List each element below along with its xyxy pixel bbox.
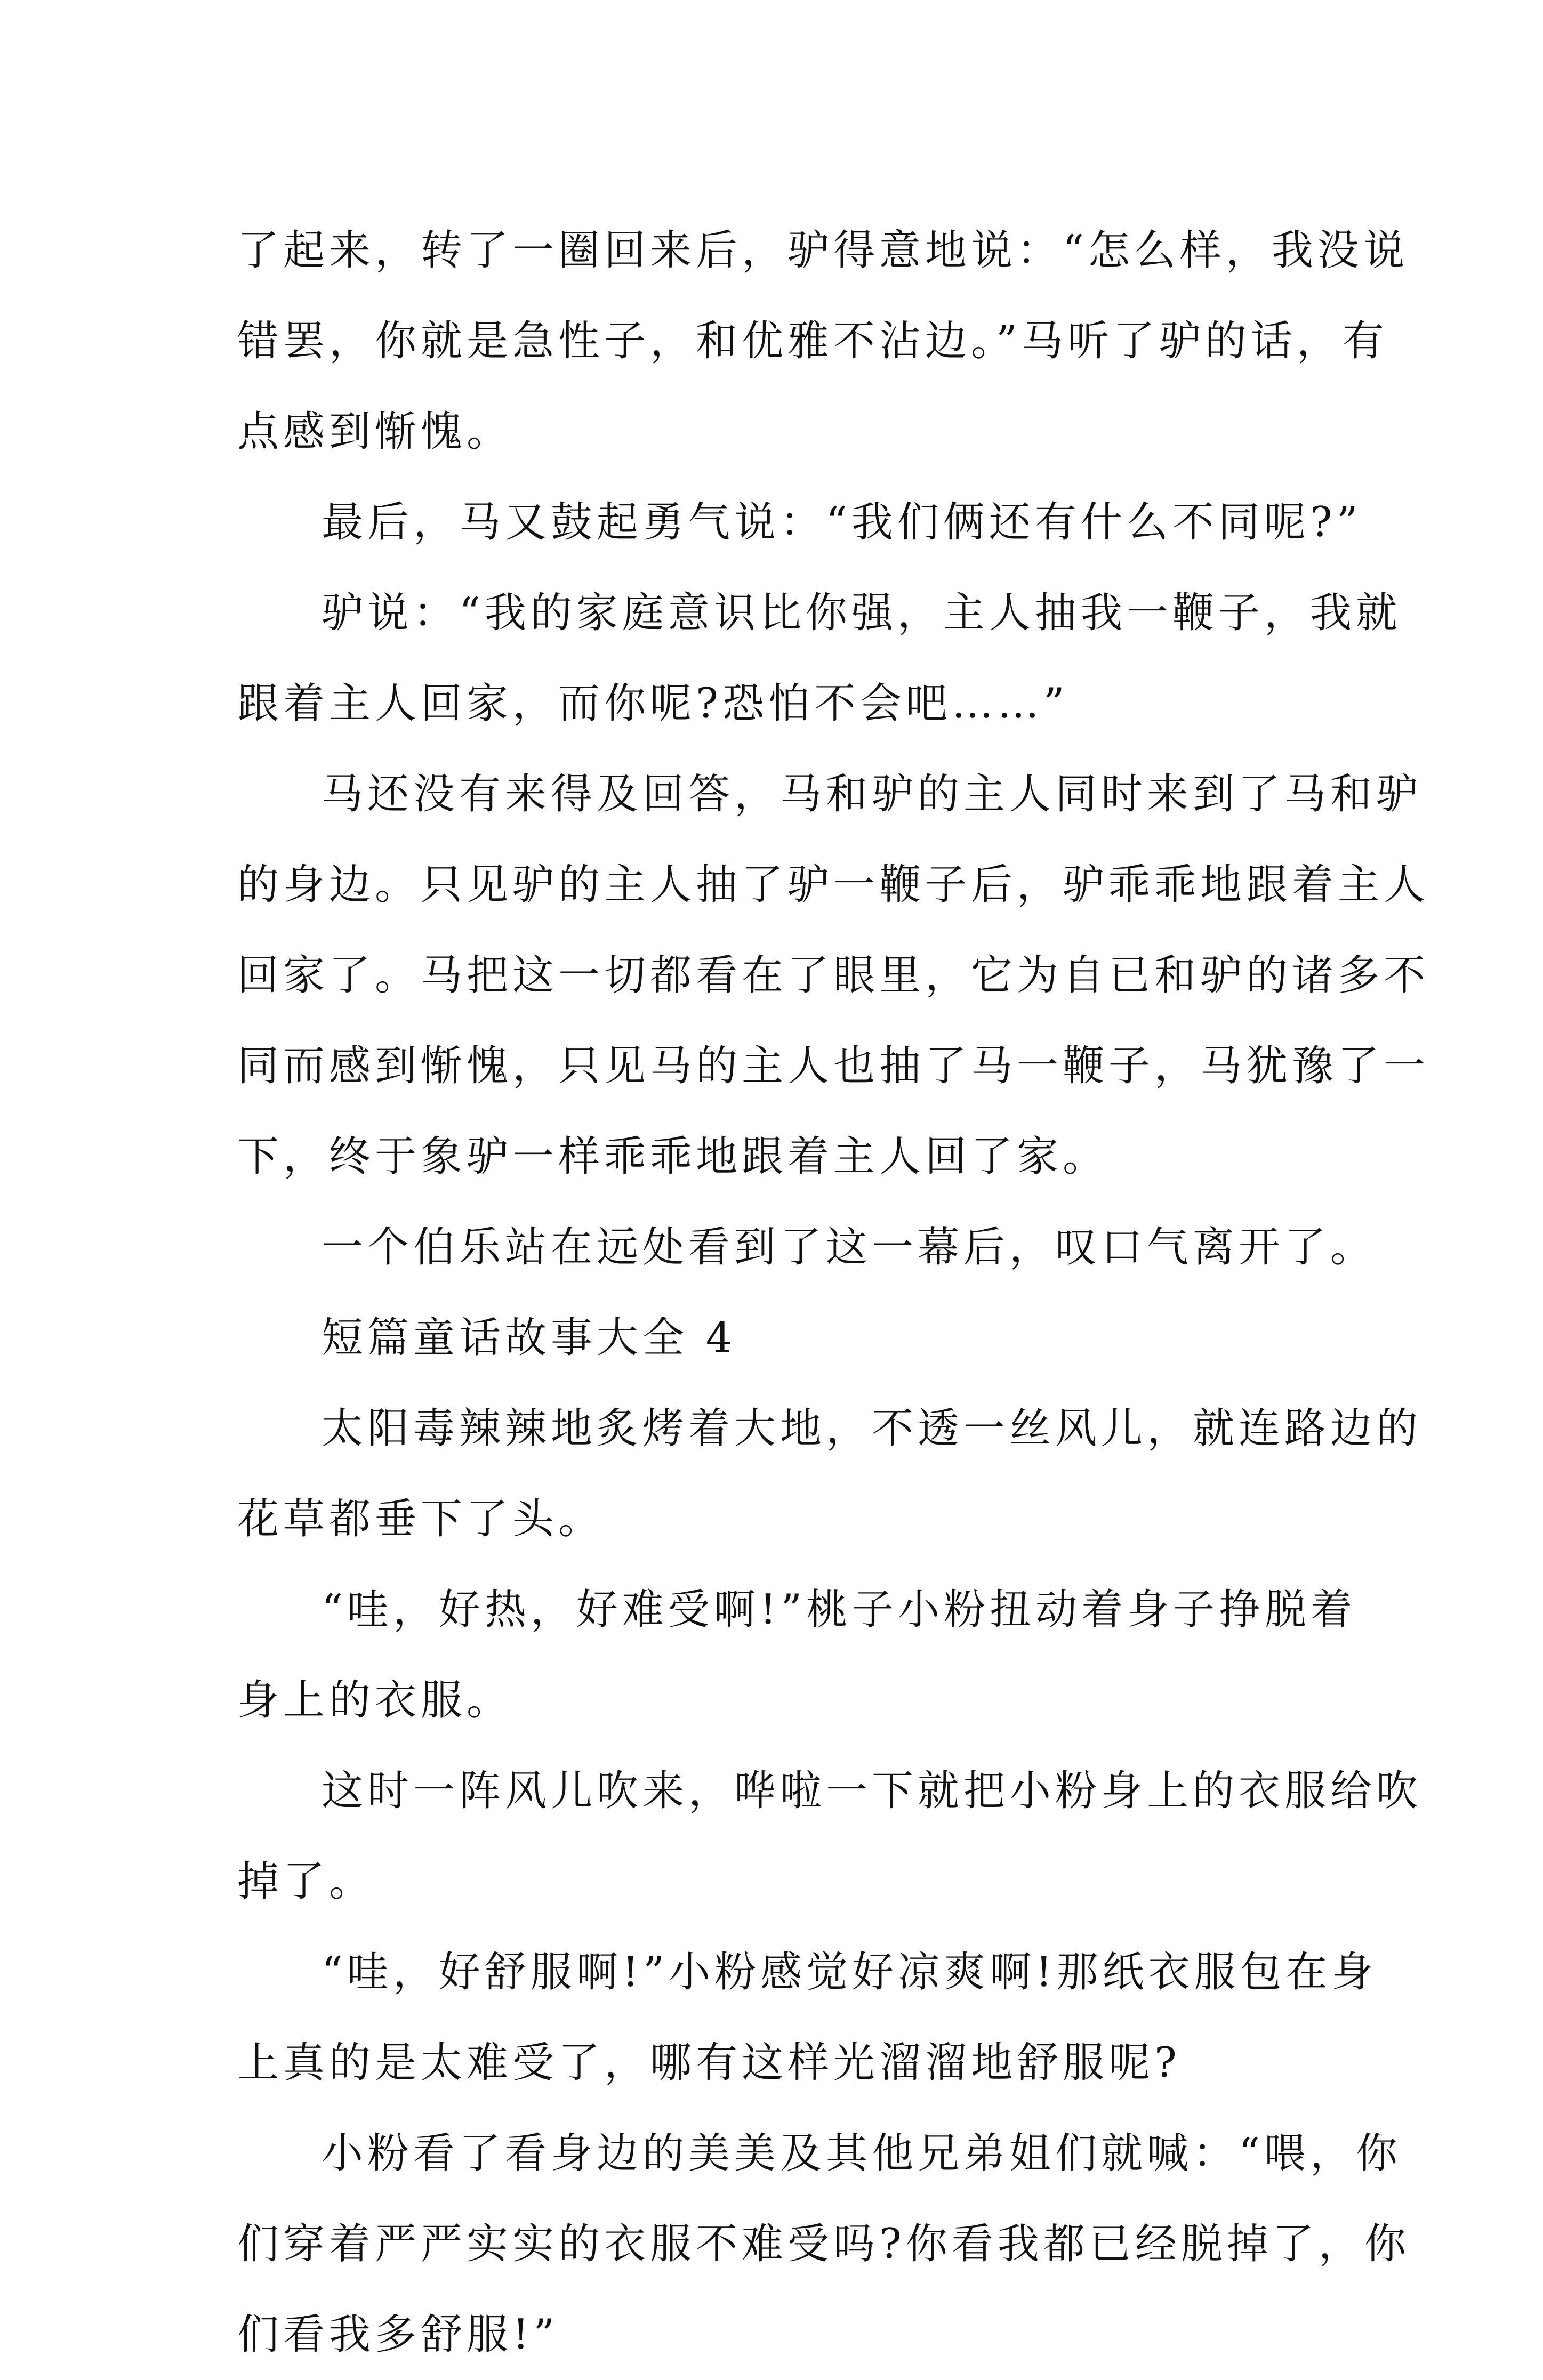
text-line: 回家了。马把这一切都看在了眼里，它为自已和驴的诸多不 — [237, 951, 1430, 999]
text-line: 短篇童话故事大全 4 — [322, 1314, 737, 1362]
text-line: 点感到惭愧。 — [237, 408, 513, 456]
text-line: 花草都垂下了头。 — [237, 1495, 605, 1543]
text-line: 小粉看了看身边的美美及其他兄弟姐们就喊：“喂，你 — [322, 2129, 1402, 2177]
text-line: 掉了。 — [237, 1858, 375, 1906]
text-line: 们看我多舒服!” — [237, 2311, 559, 2359]
document-body — [237, 205, 1430, 2380]
text-line: 上真的是太难受了，哪有这样光溜溜地舒服呢? — [237, 2039, 1181, 2087]
text-line: 同而感到惭愧，只见马的主人也抽了马一鞭子，马犹豫了一 — [237, 1042, 1430, 1090]
text-line: “哇，好舒服啊!”小粉感觉好凉爽啊!那纸衣服包在身 — [322, 1948, 1378, 1996]
text-line: 这时一阵风儿吹来，哗啦一下就把小粉身上的衣服给吹 — [322, 1767, 1423, 1815]
text-line: 跟着主人回家，而你呢?恐怕不会吧……” — [237, 680, 1069, 728]
text-line: 身上的衣服。 — [237, 1676, 513, 1724]
text-line: 错罢，你就是急性子，和优雅不沾边。”马听了驴的话，有 — [237, 317, 1388, 365]
text-line: 的身边。只见驴的主人抽了驴一鞭子后，驴乖乖地跟着主人 — [237, 861, 1430, 909]
text-line: 马还没有来得及回答，马和驴的主人同时来到了马和驴 — [322, 770, 1423, 818]
text-line: 一个伯乐站在远处看到了这一幕后，叹口气离开了。 — [322, 1223, 1377, 1271]
text-line: 们穿着严严实实的衣服不难受吗?你看我都已经脱掉了，你 — [237, 2220, 1410, 2268]
text-line: 驴说：“我的家庭意识比你强，主人抽我一鞭子，我就 — [322, 589, 1402, 637]
text-line: 最后，马又鼓起勇气说：“我们俩还有什么不同呢?” — [322, 498, 1362, 546]
text-line: 了起来，转了一圈回来后，驴得意地说：“怎么样，我没说 — [237, 227, 1409, 275]
text-line: 太阳毒辣辣地炙烤着大地，不透一丝风儿，就连路边的 — [322, 1405, 1423, 1453]
text-line: 下，终于象驴一样乖乖地跟着主人回了家。 — [237, 1133, 1109, 1181]
text-line: “哇，好热，好难受啊!”桃子小粉扭动着身子挣脱着 — [322, 1586, 1357, 1634]
